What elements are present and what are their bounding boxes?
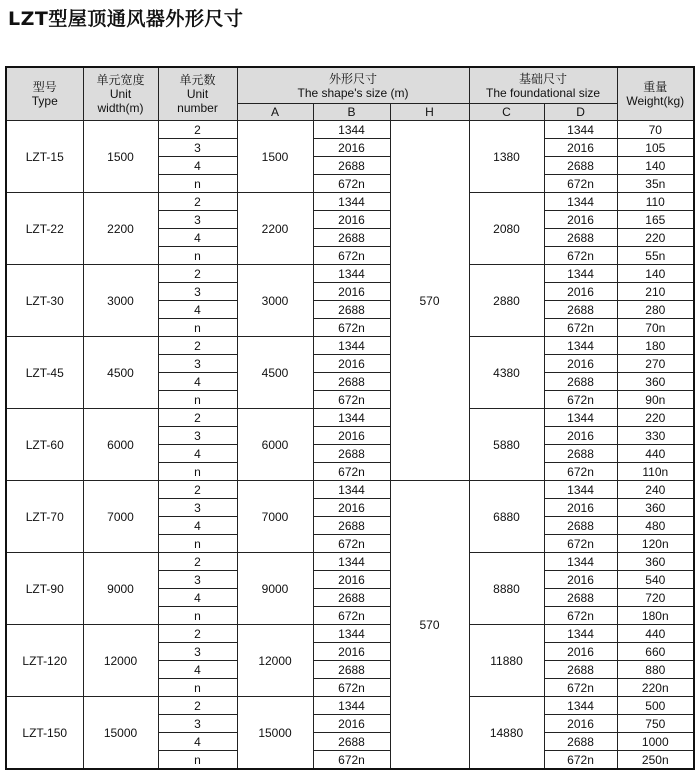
cell-weight: 70 xyxy=(617,121,694,139)
cell-type: LZT-70 xyxy=(6,481,83,553)
header-unit-number: 单元数 Unit number xyxy=(158,67,237,121)
cell-d: 1344 xyxy=(544,265,617,283)
cell-unit-number: 2 xyxy=(158,265,237,283)
cell-d: 672n xyxy=(544,535,617,553)
cell-unit-number: n xyxy=(158,247,237,265)
cell-weight: 35n xyxy=(617,175,694,193)
cell-d: 2016 xyxy=(544,139,617,157)
cell-b: 1344 xyxy=(313,697,390,715)
cell-weight: 1000 xyxy=(617,733,694,751)
cell-weight: 440 xyxy=(617,625,694,643)
cell-unit-number: n xyxy=(158,175,237,193)
cell-b: 2688 xyxy=(313,157,390,175)
cell-h: 570 xyxy=(390,481,469,770)
cell-d: 2016 xyxy=(544,427,617,445)
cell-b: 1344 xyxy=(313,337,390,355)
cell-a: 4500 xyxy=(237,337,313,409)
page-title: LZT型屋顶通风器外形尺寸 xyxy=(8,8,244,30)
table-row xyxy=(6,409,694,427)
cell-unit-number: 4 xyxy=(158,157,237,175)
header-unit-width: 单元宽度 Unit width(m) xyxy=(83,67,158,121)
cell-d: 2688 xyxy=(544,445,617,463)
cell-d: 2688 xyxy=(544,373,617,391)
cell-d: 2688 xyxy=(544,157,617,175)
header-col-c: C xyxy=(469,104,544,121)
cell-b: 1344 xyxy=(313,265,390,283)
header-weight: 重量 Weight(kg) xyxy=(617,67,694,121)
cell-weight: 540 xyxy=(617,571,694,589)
header-col-d: D xyxy=(544,104,617,121)
cell-b: 672n xyxy=(313,391,390,409)
table-row xyxy=(6,337,694,355)
header-shape-size: 外形尺寸 The shape's size (m) xyxy=(237,67,469,104)
cell-unit-number: 3 xyxy=(158,355,237,373)
table-row xyxy=(6,481,694,499)
cell-c: 6880 xyxy=(469,481,544,553)
cell-unit-number: 2 xyxy=(158,625,237,643)
cell-d: 2016 xyxy=(544,355,617,373)
table-row xyxy=(6,697,694,715)
header-type: 型号 Type xyxy=(6,67,83,121)
cell-unit-number: 2 xyxy=(158,409,237,427)
cell-d: 2688 xyxy=(544,517,617,535)
cell-d: 1344 xyxy=(544,337,617,355)
cell-unit-number: 4 xyxy=(158,445,237,463)
cell-weight: 750 xyxy=(617,715,694,733)
cell-b: 2688 xyxy=(313,301,390,319)
cell-b: 2016 xyxy=(313,211,390,229)
cell-b: 672n xyxy=(313,535,390,553)
cell-weight: 55n xyxy=(617,247,694,265)
cell-d: 1344 xyxy=(544,625,617,643)
cell-type: LZT-120 xyxy=(6,625,83,697)
cell-type: LZT-22 xyxy=(6,193,83,265)
cell-b: 1344 xyxy=(313,193,390,211)
cell-weight: 70n xyxy=(617,319,694,337)
cell-type: LZT-30 xyxy=(6,265,83,337)
header-col-a: A xyxy=(237,104,313,121)
cell-weight: 270 xyxy=(617,355,694,373)
cell-d: 2016 xyxy=(544,283,617,301)
cell-unit-number: 4 xyxy=(158,733,237,751)
cell-weight: 220 xyxy=(617,229,694,247)
cell-type: LZT-15 xyxy=(6,121,83,193)
spec-table-container xyxy=(5,66,693,770)
table-row xyxy=(6,625,694,643)
cell-d: 1344 xyxy=(544,409,617,427)
cell-unit-number: 4 xyxy=(158,517,237,535)
cell-c: 4380 xyxy=(469,337,544,409)
cell-unit-width: 1500 xyxy=(83,121,158,193)
cell-b: 672n xyxy=(313,319,390,337)
cell-weight: 105 xyxy=(617,139,694,157)
cell-c: 2080 xyxy=(469,193,544,265)
cell-c: 8880 xyxy=(469,553,544,625)
cell-d: 2016 xyxy=(544,211,617,229)
cell-b: 2688 xyxy=(313,733,390,751)
cell-weight: 880 xyxy=(617,661,694,679)
cell-unit-number: 4 xyxy=(158,301,237,319)
cell-unit-width: 9000 xyxy=(83,553,158,625)
cell-weight: 220 xyxy=(617,409,694,427)
cell-weight: 720 xyxy=(617,589,694,607)
table-row xyxy=(6,121,694,139)
spec-table xyxy=(5,66,695,770)
cell-unit-width: 3000 xyxy=(83,265,158,337)
cell-d: 1344 xyxy=(544,121,617,139)
cell-c: 2880 xyxy=(469,265,544,337)
cell-d: 2688 xyxy=(544,733,617,751)
cell-c: 11880 xyxy=(469,625,544,697)
table-row xyxy=(6,193,694,211)
cell-weight: 165 xyxy=(617,211,694,229)
cell-b: 2688 xyxy=(313,589,390,607)
cell-weight: 210 xyxy=(617,283,694,301)
cell-d: 672n xyxy=(544,751,617,770)
cell-b: 1344 xyxy=(313,625,390,643)
cell-b: 672n xyxy=(313,679,390,697)
cell-b: 672n xyxy=(313,463,390,481)
cell-d: 2688 xyxy=(544,229,617,247)
cell-b: 2688 xyxy=(313,517,390,535)
cell-unit-number: n xyxy=(158,679,237,697)
cell-b: 672n xyxy=(313,175,390,193)
cell-weight: 660 xyxy=(617,643,694,661)
cell-c: 14880 xyxy=(469,697,544,770)
cell-weight: 360 xyxy=(617,373,694,391)
cell-unit-width: 4500 xyxy=(83,337,158,409)
cell-b: 2688 xyxy=(313,661,390,679)
cell-b: 2016 xyxy=(313,715,390,733)
cell-weight: 90n xyxy=(617,391,694,409)
cell-unit-number: 2 xyxy=(158,193,237,211)
cell-unit-number: 3 xyxy=(158,571,237,589)
cell-a: 1500 xyxy=(237,121,313,193)
cell-unit-number: n xyxy=(158,319,237,337)
cell-b: 2688 xyxy=(313,373,390,391)
cell-d: 1344 xyxy=(544,553,617,571)
cell-b: 2016 xyxy=(313,643,390,661)
table-body xyxy=(6,121,694,770)
cell-d: 2688 xyxy=(544,589,617,607)
header-col-b: B xyxy=(313,104,390,121)
cell-weight: 180n xyxy=(617,607,694,625)
cell-unit-number: 3 xyxy=(158,283,237,301)
table-header xyxy=(6,67,694,121)
cell-b: 2016 xyxy=(313,427,390,445)
cell-b: 1344 xyxy=(313,553,390,571)
cell-unit-number: 2 xyxy=(158,337,237,355)
cell-weight: 480 xyxy=(617,517,694,535)
cell-unit-number: 2 xyxy=(158,697,237,715)
cell-unit-width: 15000 xyxy=(83,697,158,770)
cell-a: 3000 xyxy=(237,265,313,337)
cell-weight: 240 xyxy=(617,481,694,499)
cell-b: 672n xyxy=(313,607,390,625)
cell-b: 672n xyxy=(313,247,390,265)
cell-weight: 140 xyxy=(617,265,694,283)
cell-unit-number: 4 xyxy=(158,229,237,247)
cell-d: 1344 xyxy=(544,193,617,211)
cell-d: 2016 xyxy=(544,643,617,661)
cell-d: 2016 xyxy=(544,715,617,733)
cell-unit-number: 3 xyxy=(158,499,237,517)
cell-d: 672n xyxy=(544,463,617,481)
cell-b: 2016 xyxy=(313,139,390,157)
cell-unit-number: 3 xyxy=(158,139,237,157)
cell-d: 2016 xyxy=(544,571,617,589)
cell-weight: 330 xyxy=(617,427,694,445)
cell-b: 1344 xyxy=(313,481,390,499)
cell-unit-number: n xyxy=(158,751,237,770)
cell-unit-number: 2 xyxy=(158,121,237,139)
cell-d: 2016 xyxy=(544,499,617,517)
cell-d: 2688 xyxy=(544,301,617,319)
cell-unit-number: n xyxy=(158,535,237,553)
cell-unit-number: 3 xyxy=(158,211,237,229)
cell-c: 1380 xyxy=(469,121,544,193)
cell-a: 7000 xyxy=(237,481,313,553)
cell-h: 570 xyxy=(390,121,469,481)
cell-weight: 140 xyxy=(617,157,694,175)
cell-unit-number: n xyxy=(158,463,237,481)
cell-weight: 180 xyxy=(617,337,694,355)
cell-b: 2016 xyxy=(313,571,390,589)
cell-d: 672n xyxy=(544,175,617,193)
cell-unit-width: 2200 xyxy=(83,193,158,265)
cell-b: 1344 xyxy=(313,121,390,139)
cell-d: 672n xyxy=(544,319,617,337)
cell-unit-number: 3 xyxy=(158,643,237,661)
cell-weight: 360 xyxy=(617,553,694,571)
cell-unit-number: 2 xyxy=(158,553,237,571)
cell-a: 9000 xyxy=(237,553,313,625)
cell-d: 672n xyxy=(544,391,617,409)
cell-unit-width: 12000 xyxy=(83,625,158,697)
cell-unit-width: 6000 xyxy=(83,409,158,481)
cell-unit-number: 3 xyxy=(158,427,237,445)
cell-d: 1344 xyxy=(544,481,617,499)
cell-unit-number: 4 xyxy=(158,661,237,679)
cell-b: 1344 xyxy=(313,409,390,427)
cell-d: 672n xyxy=(544,607,617,625)
cell-b: 2016 xyxy=(313,355,390,373)
cell-unit-number: 2 xyxy=(158,481,237,499)
cell-weight: 110 xyxy=(617,193,694,211)
cell-a: 6000 xyxy=(237,409,313,481)
cell-weight: 360 xyxy=(617,499,694,517)
cell-unit-number: n xyxy=(158,391,237,409)
cell-b: 672n xyxy=(313,751,390,770)
header-foundational-size: 基础尺寸 The foundational size xyxy=(469,67,617,104)
cell-weight: 440 xyxy=(617,445,694,463)
cell-unit-number: 4 xyxy=(158,373,237,391)
cell-d: 1344 xyxy=(544,697,617,715)
cell-weight: 220n xyxy=(617,679,694,697)
cell-a: 15000 xyxy=(237,697,313,770)
cell-d: 672n xyxy=(544,679,617,697)
cell-unit-width: 7000 xyxy=(83,481,158,553)
cell-type: LZT-60 xyxy=(6,409,83,481)
cell-b: 2016 xyxy=(313,283,390,301)
cell-type: LZT-45 xyxy=(6,337,83,409)
cell-d: 672n xyxy=(544,247,617,265)
cell-weight: 280 xyxy=(617,301,694,319)
cell-a: 2200 xyxy=(237,193,313,265)
header-col-h: H xyxy=(390,104,469,121)
cell-unit-number: n xyxy=(158,607,237,625)
cell-b: 2688 xyxy=(313,229,390,247)
table-row xyxy=(6,553,694,571)
cell-b: 2016 xyxy=(313,499,390,517)
cell-c: 5880 xyxy=(469,409,544,481)
cell-weight: 250n xyxy=(617,751,694,770)
cell-type: LZT-90 xyxy=(6,553,83,625)
cell-d: 2688 xyxy=(544,661,617,679)
cell-unit-number: 4 xyxy=(158,589,237,607)
cell-a: 12000 xyxy=(237,625,313,697)
cell-weight: 120n xyxy=(617,535,694,553)
cell-weight: 500 xyxy=(617,697,694,715)
cell-b: 2688 xyxy=(313,445,390,463)
cell-type: LZT-150 xyxy=(6,697,83,770)
table-row xyxy=(6,265,694,283)
cell-unit-number: 3 xyxy=(158,715,237,733)
cell-weight: 110n xyxy=(617,463,694,481)
